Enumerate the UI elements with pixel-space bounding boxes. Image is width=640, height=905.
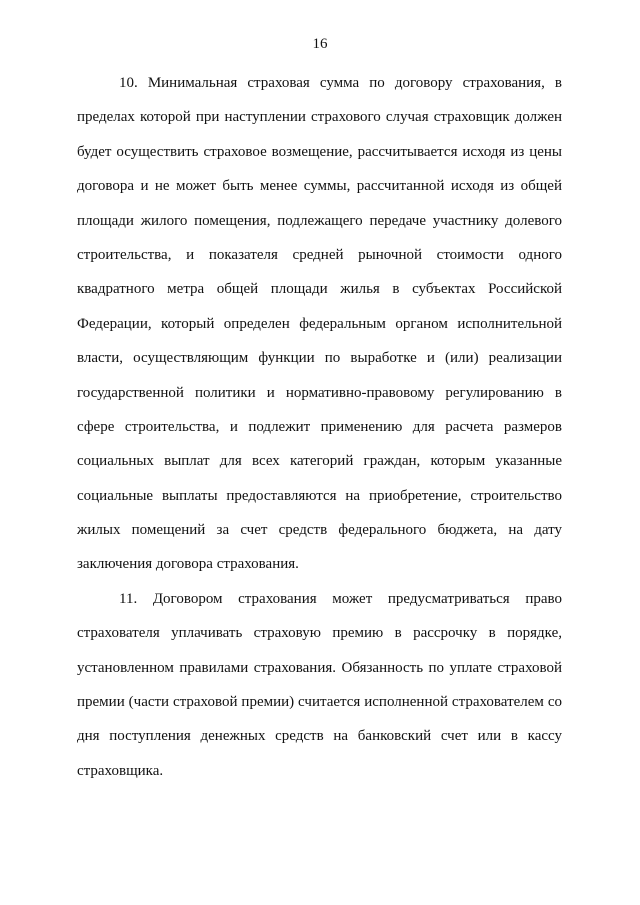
paragraph-line: будет осуществить страховое возмещение, рассчитывается исходя из цены <box>77 143 562 160</box>
paragraph-line: 10. Минимальная страховая сумма по договору страхования, в <box>119 75 562 91</box>
paragraph-line: Федерации, который определен федеральным органом исполнительной <box>77 315 562 332</box>
page-number: 16 <box>312 36 328 52</box>
paragraph-line: социальных выплат для всех категорий граждан, которым указанные <box>77 453 562 470</box>
paragraph-line: строительства, и показателя средней рыночной стоимости одного <box>77 246 562 263</box>
paragraph-line: договора и не может быть менее суммы, рассчитанной исходя из общей <box>77 178 562 195</box>
paragraph-line: пределах которой при наступлении страхового случая страховщик должен <box>77 109 562 126</box>
paragraph-line: страховщика. <box>77 762 164 779</box>
paragraph-line: сфере строительства, и подлежит применению для расчета размеров <box>77 418 562 435</box>
paragraph-11 <box>77 582 562 788</box>
paragraph-line: страхователя уплачивать страховую премию в рассрочку в порядке, <box>77 625 562 642</box>
paragraph-line: площади жилого помещения, подлежащего передаче участнику долевого <box>77 212 562 229</box>
paragraph-line: установленном правилами страхования. Обязанность по уплате страховой <box>77 659 562 676</box>
paragraph-line: жилых помещений за счет средств федерального бюджета, на дату <box>77 522 562 539</box>
paragraph-line: дня поступления денежных средств на банковский счет или в кассу <box>77 728 562 745</box>
paragraph-line: 11. Договором страхования может предусматриваться право <box>119 590 562 607</box>
paragraph-line: квадратного метра общей площади жилья в субъектах Российской <box>77 281 562 298</box>
paragraph-line: власти, осуществляющим функции по выработке и (или) реализации <box>77 350 562 367</box>
paragraph-line: премии (части страховой премии) считается исполненной страхователем со <box>77 694 562 711</box>
paragraph-10 <box>77 66 562 582</box>
document-body <box>77 66 562 788</box>
paragraph-line: заключения договора страхования. <box>77 556 299 573</box>
paragraph-line: государственной политики и нормативно-правовому регулированию в <box>77 384 562 401</box>
paragraph-line: социальные выплаты предоставляются на приобретение, строительство <box>77 487 562 504</box>
